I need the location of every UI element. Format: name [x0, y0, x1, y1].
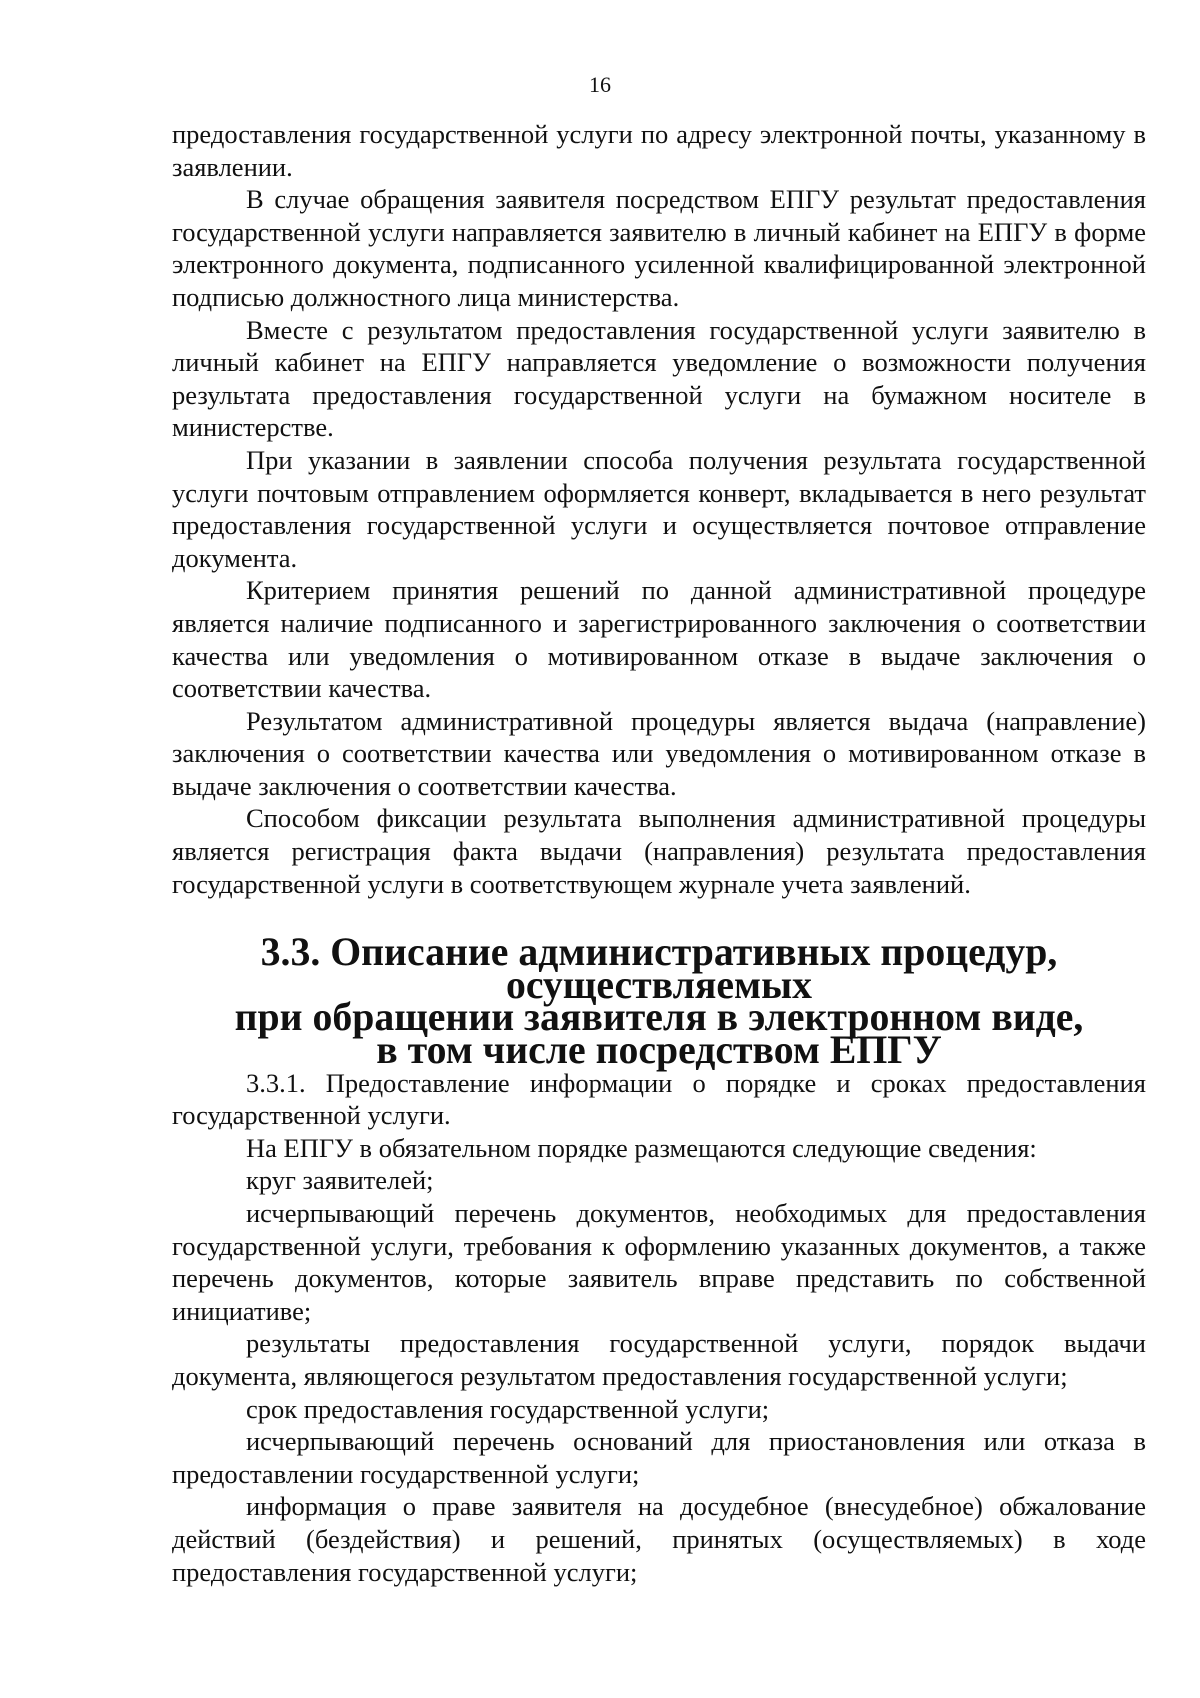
- paragraph-postal: При указании в заявлении способа получения результата государственной услуги почтовым отправлением оформляется конверт, вкладывается в него результат предоставления государственной услуги и осуществляется почтовое отправление документа.: [172, 444, 1146, 573]
- paragraph-procedure-result: Результатом административной процедуры является выдача (направление) заключения о соответствии качества или уведомления о мотивированном отказе в выдаче заключения о соответствии качества.: [172, 705, 1146, 801]
- section-heading: [172, 930, 1146, 1073]
- list-item: круг заявителей;: [246, 1165, 434, 1196]
- list-item: результаты предоставления государственной услуги, порядок выдачи документа, являющегося результатом предоставления государственной услуги;: [172, 1328, 1146, 1391]
- section-heading-line: в том числе посредством ЕПГУ: [376, 1028, 942, 1073]
- list-item: исчерпывающий перечень оснований для приостановления или отказа в предоставлении государственной услуги;: [172, 1426, 1146, 1489]
- page-number: 16: [589, 72, 611, 97]
- paragraph-fixation-method: Способом фиксации результата выполнения административной процедуры является регистрация факта выдачи (направления) результата предоставления государственной услуги в соответствующем журнале учета заявлений.: [172, 803, 1146, 899]
- paragraph-continuation: предоставления государственной услуги по адресу электронной почты, указанному в заявлении.: [172, 119, 1146, 182]
- paragraph-epgu-result: В случае обращения заявителя посредством ЕПГУ результат предоставления государственной услуги направляется заявителю в личный кабинет на ЕПГУ в форме электронного документа, подписанного усиленной квалифицированной электронной подписью должностного лица министерства.: [172, 184, 1146, 312]
- section-heading-line: при обращении заявителя в электронном виде,: [234, 995, 1084, 1040]
- paragraph-3-3-1: 3.3.1. Предоставление информации о порядке и сроках предоставления государственной услуги.: [172, 1067, 1146, 1131]
- list-item: исчерпывающий перечень документов, необходимых для предоставления государственной услуги, требования к оформлению указанных документов, а также перечень документов, которые заявитель вправе представить по собственной инициативе;: [172, 1198, 1146, 1326]
- list-item: информация о праве заявителя на досудебное (внесудебное) обжалование действий (бездействия) и решений, принятых (осуществляемых) в ходе предоставления государственной услуги;: [172, 1491, 1146, 1587]
- list-item: срок предоставления государственной услуги;: [246, 1393, 770, 1424]
- section-heading-line: 3.3. Описание административных процедур, осуществляемых: [260, 930, 1058, 1007]
- document-body: [172, 118, 1146, 1588]
- paragraph-epgu-info: На ЕПГУ в обязательном порядке размещаются следующие сведения:: [246, 1132, 1037, 1163]
- paragraph-notification: Вместе с результатом предоставления государственной услуги заявителю в личный кабинет на ЕПГУ направляется уведомление о возможности получения результата предоставления государственной услуги на бумажном носителе в министерстве.: [172, 314, 1146, 443]
- paragraph-criterion: Критерием принятия решений по данной административной процедуре является наличие подписанного и зарегистрированного заключения о соответствии качества или уведомления о мотивированном отказе в выдаче заключения о соответствии качества.: [172, 575, 1146, 704]
